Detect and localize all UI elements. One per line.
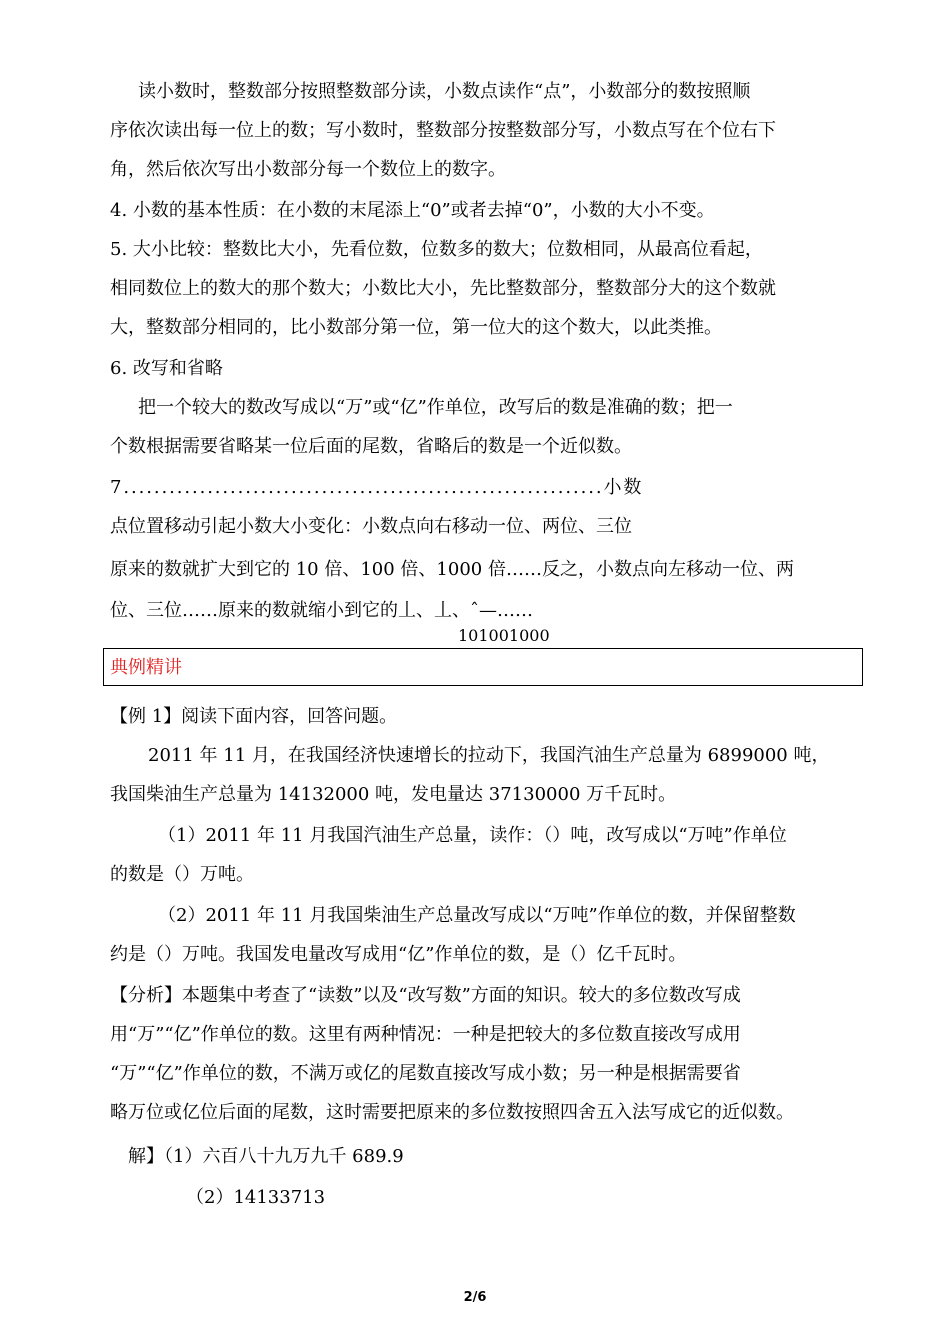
analysis-line: 略万位或亿位后面的尾数，这时需要把原来的多位数按照四舍五入法写成它的近似数。 bbox=[110, 1102, 794, 1123]
example-title: 【例 1】阅读下面内容，回答问题。 bbox=[110, 706, 398, 727]
text-line: 5. 大小比较：整数比大小，先看位数，位数多的数大；位数相同，从最高位看起， bbox=[110, 239, 763, 260]
text-line: 位、三位……原来的数就缩小到它的丄、丄、ˆ—…… bbox=[110, 600, 533, 621]
text-line: 相同数位上的数大的那个数大；小数比大小，先比整数部分，整数部分大的这个数就 bbox=[110, 278, 776, 299]
question-1: 的数是（）万吨。 bbox=[110, 864, 254, 885]
text-line: 把一个较大的数改写成以“万”或“亿”作单位，改写后的数是准确的数；把一 bbox=[138, 397, 733, 418]
example-paragraph: 2011 年 11 月，在我国经济快速增长的拉动下，我国汽油生产总量为 6899000 吨， bbox=[148, 745, 830, 766]
analysis-line: 用“万”“亿”作单位的数。这里有两种情况：一种是把较大的多位数直接改写成用 bbox=[110, 1024, 741, 1045]
question-2: （2）2011 年 11 月我国柴油生产总量改写成以“万吨”作单位的数，并保留整数 bbox=[158, 905, 796, 926]
text-line: 4. 小数的基本性质：在小数的末尾添上“0”或者去掉“0”，小数的大小不变。 bbox=[110, 200, 715, 221]
solution-line: （2）14133713 bbox=[186, 1187, 326, 1208]
fraction-denominators: 101001000 bbox=[458, 626, 550, 645]
text-line: 6. 改写和省略 bbox=[110, 358, 223, 379]
solution-line: 解】（1）六百八十九万九千 689.9 bbox=[128, 1146, 404, 1167]
text-line: 7...............................................................小数 bbox=[110, 477, 644, 498]
text-line: 原来的数就扩大到它的 10 倍、100 倍、1000 倍……反之，小数点向左移动一位、两 bbox=[110, 559, 794, 580]
page-number: 2/6 bbox=[463, 1290, 487, 1305]
text-line: 角，然后依次写出小数部分每一个数位上的数字。 bbox=[110, 159, 506, 180]
section-heading-box bbox=[103, 648, 863, 686]
analysis-line: “万”“亿”作单位的数，不满万或亿的尾数直接改写成小数；另一种是根据需要省 bbox=[110, 1063, 741, 1084]
text-line: 大，整数部分相同的，比小数部分第一位，第一位大的这个数大，以此类推。 bbox=[110, 317, 722, 338]
text-line: 点位置移动引起小数大小变化：小数点向右移动一位、两位、三位 bbox=[110, 516, 632, 537]
text-line: 序依次读出每一位上的数；写小数时，整数部分按整数部分写，小数点写在个位右下 bbox=[110, 120, 776, 141]
question-2: 约是（）万吨。我国发电量改写成用“亿”作单位的数，是（）亿千瓦时。 bbox=[110, 944, 687, 965]
question-1: （1）2011 年 11 月我国汽油生产总量，读作：（）吨，改写成以“万吨”作单位 bbox=[158, 825, 787, 846]
analysis-line: 【分析】本题集中考查了“读数”以及“改写数”方面的知识。较大的多位数改写成 bbox=[110, 985, 741, 1006]
section-heading: 典例精讲 bbox=[110, 657, 182, 678]
text-line: 个数根据需要省略某一位后面的尾数，省略后的数是一个近似数。 bbox=[110, 436, 632, 457]
example-paragraph: 我国柴油生产总量为 14132000 吨，发电量达 37130000 万千瓦时。 bbox=[110, 784, 677, 805]
text-line: 读小数时，整数部分按照整数部分读，小数点读作“点”，小数部分的数按照顺 bbox=[138, 81, 751, 102]
